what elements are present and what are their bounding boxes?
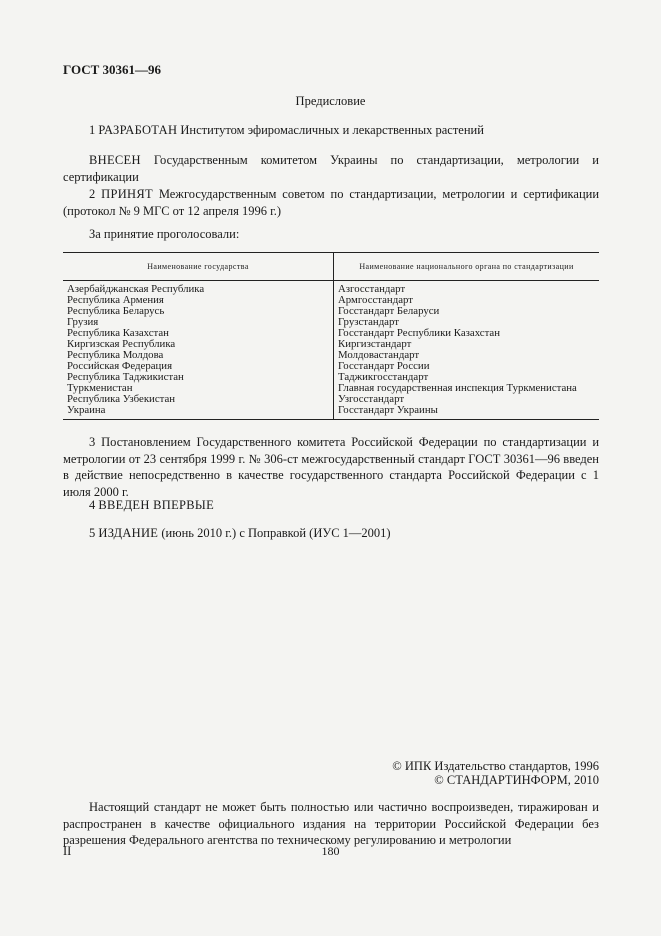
table-body-row (63, 281, 599, 420)
paragraph-number: 2 (89, 187, 96, 201)
paragraph-number: 3 (89, 435, 96, 449)
paragraph-3 (63, 434, 599, 500)
document-header: ГОСТ 30361—96 (63, 62, 162, 77)
standards-body: Азгосстандарт (338, 283, 406, 295)
standards-body: Киргизстандарт (338, 338, 412, 350)
standards-body: Грузстандарт (338, 316, 399, 328)
standards-body: Госстандарт Республики Казахстан (338, 327, 500, 339)
table-header-state: Наименование государства (63, 253, 334, 281)
paragraph-1b (63, 152, 599, 185)
state-name: Республика Таджикистан (67, 371, 184, 383)
state-name: Республика Армения (67, 294, 164, 306)
state-name: Республика Молдова (67, 349, 164, 361)
paragraph-keyword: РАЗРАБОТАН (98, 123, 178, 137)
standards-body: Таджикгосстандарт (338, 371, 429, 383)
paragraph-keyword: ИЗДАНИЕ (98, 526, 159, 540)
paragraph-text: Государственным комитетом Украины по стандартизации, метрологии и сертификации (63, 153, 599, 184)
standards-body: Госстандарт Беларуси (338, 305, 440, 317)
roman-page-number: II (63, 844, 72, 858)
table-header-body: Наименование национального органа по стандартизации (334, 253, 600, 281)
paragraph-text: Постановлением Государственного комитета Российской Федерации по стандартизации и метрологии от 23 сентября 1999 г. № 306-ст межгосударственный стандарт ГОСТ 30361—96 введен в действие непосредственно в качестве государственного стандарта Российской Федерации с 1 июля 2000 г. (63, 435, 600, 499)
state-name: Азербайджанская Республика (67, 283, 205, 295)
state-name: Туркменистан (67, 382, 133, 394)
paragraph-number: 4 (89, 498, 96, 512)
paragraph-text: (июнь 2010 г.) с Поправкой (ИУС 1—2001) (161, 526, 391, 540)
paragraph-number: 5 (89, 526, 96, 540)
standards-body: Госстандарт Украины (338, 404, 438, 416)
body-column (334, 281, 600, 420)
standards-body: Узгосстандарт (338, 393, 405, 405)
table-header-row (63, 253, 599, 281)
state-name: Российская Федерация (67, 360, 173, 372)
paragraph-number: 1 (89, 123, 96, 137)
vote-intro-text: За принятие проголосовали: (89, 227, 240, 241)
paragraph-text: Межгосударственным советом по стандартизации, метрологии и сертификации (протокол № 9 МГС от 12 апреля 1996 г.) (63, 187, 600, 218)
paragraph-4 (63, 497, 599, 514)
state-name: Киргизская Республика (67, 338, 176, 350)
paragraph-keyword: ВНЕСЕН (89, 153, 141, 167)
standards-body: Молдовастандарт (338, 349, 420, 361)
standards-body: Главная государственная инспекция Туркменистана (338, 382, 577, 394)
standards-body: Армгосстандарт (338, 294, 413, 306)
preface-title: Предисловие (295, 94, 366, 108)
reproduction-notice (63, 799, 599, 849)
copyright-line-1: © ИПК Издательство стандартов, 1996 (392, 759, 599, 773)
reproduction-notice-text: Настоящий стандарт не может быть полностью или частично воспроизведен, тиражирован и распространен в качестве официального издания на территории Российской Федерации без разрешения Федерального агентства по техническому регулированию и метрологии (63, 800, 599, 847)
state-name: Грузия (67, 316, 99, 328)
vote-intro (63, 226, 599, 243)
paragraph-keyword: ПРИНЯТ (101, 187, 153, 201)
paragraph-text: Институтом эфиромасличных и лекарственных растений (180, 123, 484, 137)
state-name: Украина (67, 404, 106, 416)
voting-table (63, 252, 599, 420)
paragraph-keyword: ВВЕДЕН ВПЕРВЫЕ (98, 498, 215, 512)
state-column (63, 281, 334, 420)
standards-body: Госстандарт России (338, 360, 430, 372)
paragraph-2 (63, 186, 599, 219)
state-name: Республика Казахстан (67, 327, 169, 339)
copyright-line-2: © СТАНДАРТИНФОРМ, 2010 (434, 773, 599, 787)
state-name: Республика Узбекистан (67, 393, 176, 405)
state-name: Республика Беларусь (67, 305, 165, 317)
page-number: 180 (321, 844, 340, 858)
paragraph-1 (63, 122, 599, 139)
paragraph-5 (63, 525, 599, 542)
